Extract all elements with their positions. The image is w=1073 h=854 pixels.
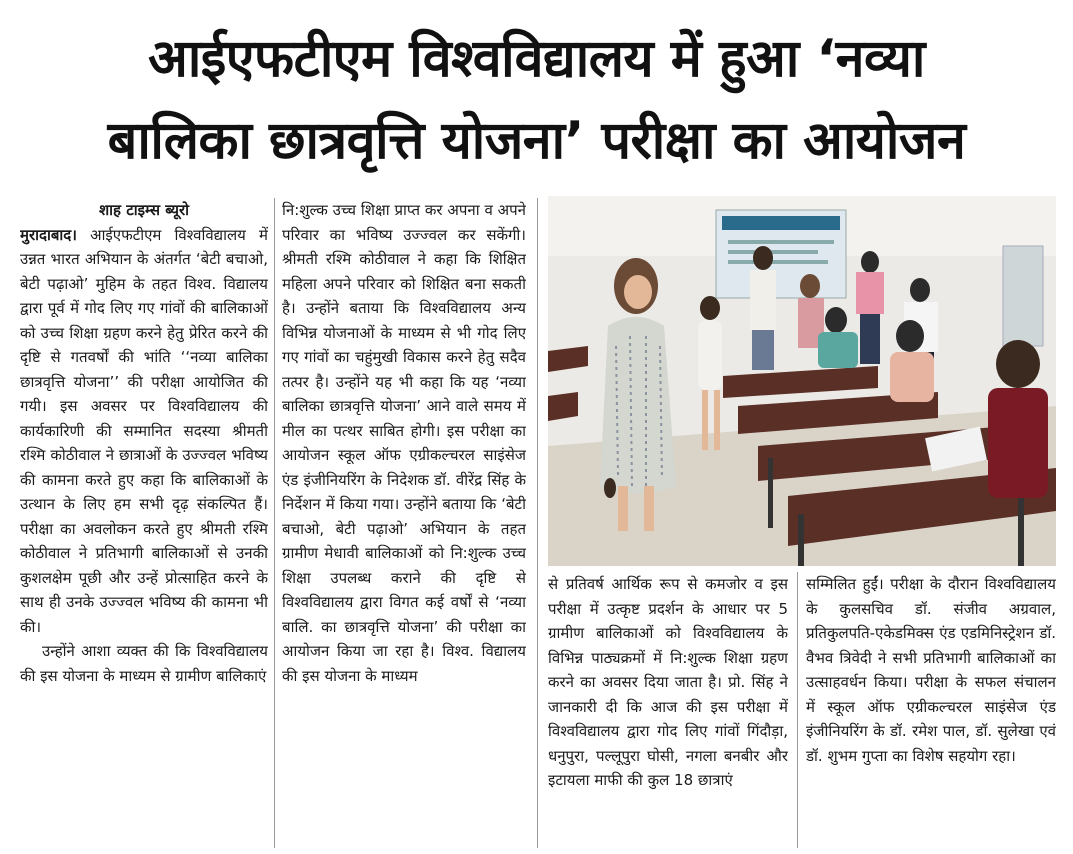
article-column-1: [20, 198, 268, 848]
photo-illustration: [548, 196, 1056, 566]
lead-paragraph: [20, 223, 268, 640]
column-divider: [274, 198, 275, 848]
article-column-2: [282, 198, 526, 848]
lead-text: आईएफटीएम विश्वविद्यालय में उन्नत भारत अभियान के अंतर्गत ‘बेटी बचाओ, बेटी पढ़ाओ’ मुहिम के तहत विश्व. विद्यालय द्वारा पूर्व में गोद लिए गए गांवों की बालिकाओं को उच्च शिक्षा ग्रहण करने हेतु प्रेरित करने की दृष्टि से गतवर्षों की भांति ‘‘नव्या बालिका छात्रवृत्ति योजना’’ की परीक्षा आयोजित की गयी। इस अवसर पर विश्वविद्यालय की कार्यकारिणी की सम्मानित सदस्या श्रीमती रश्मि कोठीवाल ने छात्राओं के उज्ज्वल भविष्य की कामना करते हुए कहा कि बालिकाओं के उत्थान के लिए हम सभी दृढ़ संकल्पित हैं। परीक्षा का अवलोकन करते हुए श्रीमती रश्मि कोठीवाल ने प्रतिभागी बालिकाओं से उनकी कुशलक्षेम पूछी और उन्हें प्रोत्साहित करने के साथ ही उनके उज्ज्वल भविष्य की कामना भी की।: [20, 225, 268, 636]
article-column-3: [548, 572, 788, 850]
paragraph: नि:शुल्क उच्च शिक्षा प्राप्त कर अपना व अपने परिवार का भविष्य उज्ज्वल कर सकेंगी। श्रीमती रश्मि कोठीवाल ने कहा कि शिक्षित महिला अपने परिवार को शिक्षित बना सकती है। उन्होंने बताया कि विश्वविद्यालय अन्य विभिन्न योजनाओं के माध्यम से भी गोद लिए गए गांवों का चहुंमुखी विकास करने हेतु सदैव तत्पर है। उन्होंने यह भी कहा कि यह ‘नव्या बालिका छात्रवृत्ति योजना’ आने वाले समय में मील का पत्थर साबित होगी। इस परीक्षा का आयोजन स्कूल ऑफ एग्रीकल्चरल साइंसेज एंड इंजीनियरिंग के निदेशक डॉ. वीरेंद्र सिंह के निर्देशन में किया गया। उन्होंने बताया कि ‘बेटी बचाओ, बेटी पढ़ाओ’ अभियान के तहत ग्रामीण मेधावी बालिकाओं को नि:शुल्क उच्च शिक्षा उपलब्ध कराने की दृष्टि से विश्वविद्यालय द्वारा विगत कई वर्षों से ‘नव्या बालि. का छात्रवृत्ति योजना’ की परीक्षा का आयोजन किया जा रहा है। विश्व. विद्यालय की इस योजना के माध्यम: [282, 201, 526, 685]
paragraph: से प्रतिवर्ष आर्थिक रूप से कमजोर व इस परीक्षा में उत्कृष्ट प्रदर्शन के आधार पर 5 ग्रामीण बालिकाओं को विश्वविद्यालय के विभिन्न पाठ्यक्रमों में नि:शुल्क शिक्षा ग्रहण करने का अवसर दिया जाता है। प्रो. सिंह ने जानकारी दी कि आज की इस परीक्षा में विश्वविद्यालय द्वारा गोद लिए गांवों गिंदौड़ा, धनुपुरा, पल्लूपुरा घोसी, नगला बनबीर और इटायला माफी की कुल 18 छात्राएं: [548, 575, 788, 789]
column-divider: [537, 198, 538, 848]
headline-line-2: बालिका छात्रवृत्ति योजना’ परीक्षा का आयोजन: [107, 111, 966, 171]
headline: [14, 18, 1059, 188]
article-column-4: [806, 572, 1056, 850]
headline-line-1: आईएफटीएम विश्वविद्यालय में हुआ ‘नव्या: [148, 29, 925, 89]
byline: शाह टाइम्स ब्यूरो: [98, 201, 190, 219]
paragraph: सम्मिलित हुईं। परीक्षा के दौरान विश्वविद्यालय के कुलसचिव डॉ. संजीव अग्रवाल, प्रतिकुलपति-एकेडमिक्स एंड एडमिनिस्ट्रेशन डॉ. वैभव त्रिवेदी ने सभी प्रतिभागी बालिकाओं का उत्साहवर्धन किया। परीक्षा के सफल संचालन में स्कूल ऑफ एग्रीकल्चरल साइंसेज एंड इंजीनियरिंग के डॉ. रमेश पाल, डॉ. सुलेखा एवं डॉ. शुभम गुप्ता का विशेष सहयोग रहा।: [806, 575, 1056, 765]
column-divider: [797, 572, 798, 848]
paragraph: उन्होंने आशा व्यक्त की कि विश्वविद्यालय की इस योजना के माध्यम से ग्रामीण बालिकाएं: [20, 642, 268, 685]
exam-hall-photo: [548, 196, 1056, 566]
dateline: मुरादाबाद।: [20, 225, 77, 244]
